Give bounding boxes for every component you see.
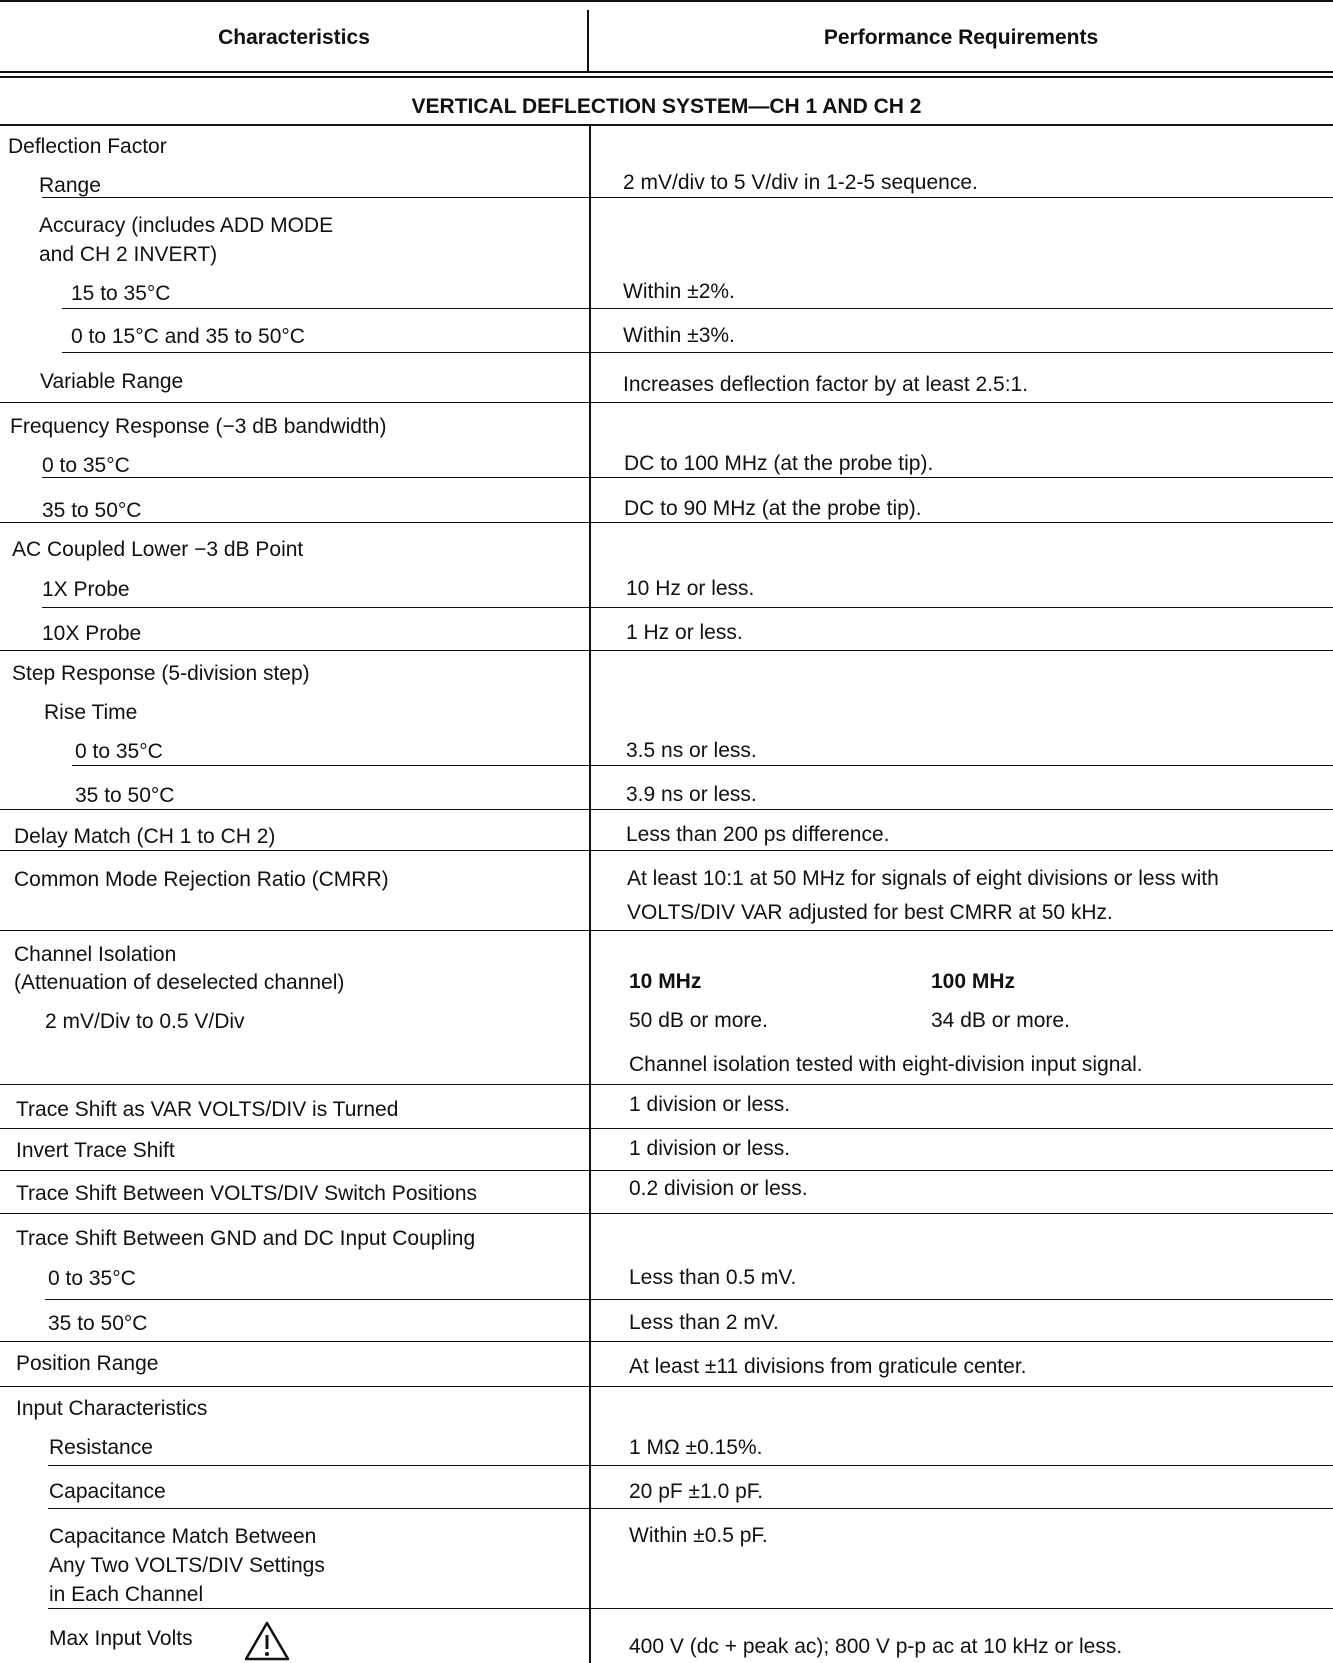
value-trace-shift-var: 1 division or less. [629,1093,791,1116]
label-trace-shift-gnd: Trace Shift Between GND and DC Input Coupling [16,1227,476,1250]
label-invert-shift: Invert Trace Shift [16,1139,175,1162]
value-range: 2 mV/div to 5 V/div in 1-2-5 sequence. [623,171,978,194]
value-capacitance: 20 pF ±1.0 pF. [629,1480,764,1503]
value-resistance: 1 MΩ ±0.15%. [629,1436,763,1459]
label-capacitance: Capacitance [49,1480,166,1503]
rule-acc-0-15 [62,352,1333,353]
label-fr-35-50: 35 to 50°C [42,499,142,522]
rule-channel-isolation [0,1084,1333,1085]
value-isolation-10mhz: 50 dB or more. [629,1009,768,1032]
value-probe-1x: 10 Hz or less. [626,577,755,600]
value-rt-0-35: 3.5 ns or less. [626,739,757,762]
value-trace-shift-switch: 0.2 division or less. [629,1177,808,1200]
rule-range [42,197,1333,198]
column-header-characteristics: Characteristics [218,26,370,49]
value-fr-35-50: DC to 90 MHz (at the probe tip). [624,497,922,520]
label-rise-time: Rise Time [44,701,138,724]
value-rt-35-50: 3.9 ns or less. [626,783,757,806]
rule-ts-0-35 [45,1299,1333,1300]
label-accuracy-line2: and CH 2 INVERT) [39,243,218,266]
value-cmrr-line2: VOLTS/DIV VAR adjusted for best CMRR at 50 kHz. [627,901,1113,924]
isolation-note: Channel isolation tested with eight-division input signal. [629,1053,1143,1076]
rule-ts-35-50 [0,1341,1333,1342]
label-resistance: Resistance [49,1436,153,1459]
body-column-divider [589,126,591,1663]
value-invert-shift: 1 division or less. [629,1137,791,1160]
label-range: Range [39,174,101,197]
header-double-rule-upper [0,71,1333,73]
label-channel-isolation-line2: (Attenuation of deselected channel) [14,971,345,994]
section-rule [0,124,1333,126]
label-position-range: Position Range [16,1352,159,1375]
value-max-input-volts: 400 V (dc + peak ac); 800 V p-p ac at 10 kHz or less. [629,1635,1123,1658]
header-double-rule-lower [0,76,1333,78]
label-variable-range: Variable Range [40,370,184,393]
rule-trace-shift-var [0,1128,1333,1129]
section-title: VERTICAL DEFLECTION SYSTEM—CH 1 AND CH 2 [411,95,922,118]
rule-capacitance [48,1508,1333,1509]
label-probe-1x: 1X Probe [42,578,130,601]
label-acc-0-15: 0 to 15°C and 35 to 50°C [71,325,305,348]
value-variable-range: Increases deflection factor by at least 2.5:1. [623,373,1029,396]
rule-trace-shift-switch [0,1213,1333,1214]
label-probe-10x: 10X Probe [42,622,142,645]
rule-variable-range [0,402,1333,403]
value-position-range: At least ±11 divisions from graticule center. [629,1355,1027,1378]
value-cap-match: Within ±0.5 pF. [629,1524,768,1547]
label-rt-35-50: 35 to 50°C [75,784,175,807]
label-input-characteristics: Input Characteristics [16,1397,208,1420]
rule-cmrr [0,930,1333,931]
value-probe-10x: 1 Hz or less. [626,621,743,644]
isolation-col-head-100mhz: 100 MHz [931,970,1016,993]
value-isolation-100mhz: 34 dB or more. [931,1009,1070,1032]
value-ts-35-50: Less than 2 mV. [629,1311,779,1334]
rule-rt-35-50 [0,809,1333,810]
label-delay-match: Delay Match (CH 1 to CH 2) [14,825,276,848]
label-step-response: Step Response (5-division step) [12,662,310,685]
warning-triangle-icon [243,1620,291,1662]
value-ts-0-35: Less than 0.5 mV. [629,1266,797,1289]
value-delay-match: Less than 200 ps difference. [626,823,890,846]
label-rt-0-35: 0 to 35°C [75,740,163,763]
label-trace-shift-switch: Trace Shift Between VOLTS/DIV Switch Positions [16,1182,478,1205]
label-max-input-volts: Max Input Volts [49,1627,193,1650]
value-fr-0-35: DC to 100 MHz (at the probe tip). [624,452,934,475]
label-cap-match-line1: Capacitance Match Between [49,1525,317,1548]
rule-rt-0-35 [72,765,1333,766]
column-header-performance: Performance Requirements [823,26,1099,49]
label-channel-isolation-line1: Channel Isolation [14,943,177,966]
label-ac-coupled: AC Coupled Lower −3 dB Point [12,538,304,561]
isolation-col-head-10mhz: 10 MHz [629,970,702,993]
rule-resistance [48,1465,1333,1466]
label-deflection-factor: Deflection Factor [8,135,167,158]
label-cmrr: Common Mode Rejection Ratio (CMRR) [14,868,389,891]
label-channel-isolation-range: 2 mV/Div to 0.5 V/Div [45,1010,245,1033]
rule-position-range [0,1386,1333,1387]
label-acc-15-35: 15 to 35°C [71,282,171,305]
label-trace-shift-var: Trace Shift as VAR VOLTS/DIV is Turned [16,1098,399,1121]
rule-invert-shift [0,1170,1333,1171]
label-cap-match-line2: Any Two VOLTS/DIV Settings [49,1554,325,1577]
value-acc-0-15: Within ±3%. [623,324,735,347]
label-ts-0-35: 0 to 35°C [48,1267,136,1290]
rule-probe-1x [42,607,1333,608]
header-column-divider [587,10,589,71]
label-fr-0-35: 0 to 35°C [42,454,130,477]
label-accuracy-line1: Accuracy (includes ADD MODE [39,214,334,237]
rule-cap-match [48,1608,1333,1609]
rule-probe-10x [0,650,1333,651]
rule-acc-15-35 [62,308,1333,309]
label-ts-35-50: 35 to 50°C [48,1312,148,1335]
label-freq-response: Frequency Response (−3 dB bandwidth) [10,415,387,438]
top-rule [0,0,1333,2]
value-acc-15-35: Within ±2%. [623,280,735,303]
value-cmrr-line1: At least 10:1 at 50 MHz for signals of eight divisions or less with [627,867,1219,890]
label-cap-match-line3: in Each Channel [49,1583,204,1606]
